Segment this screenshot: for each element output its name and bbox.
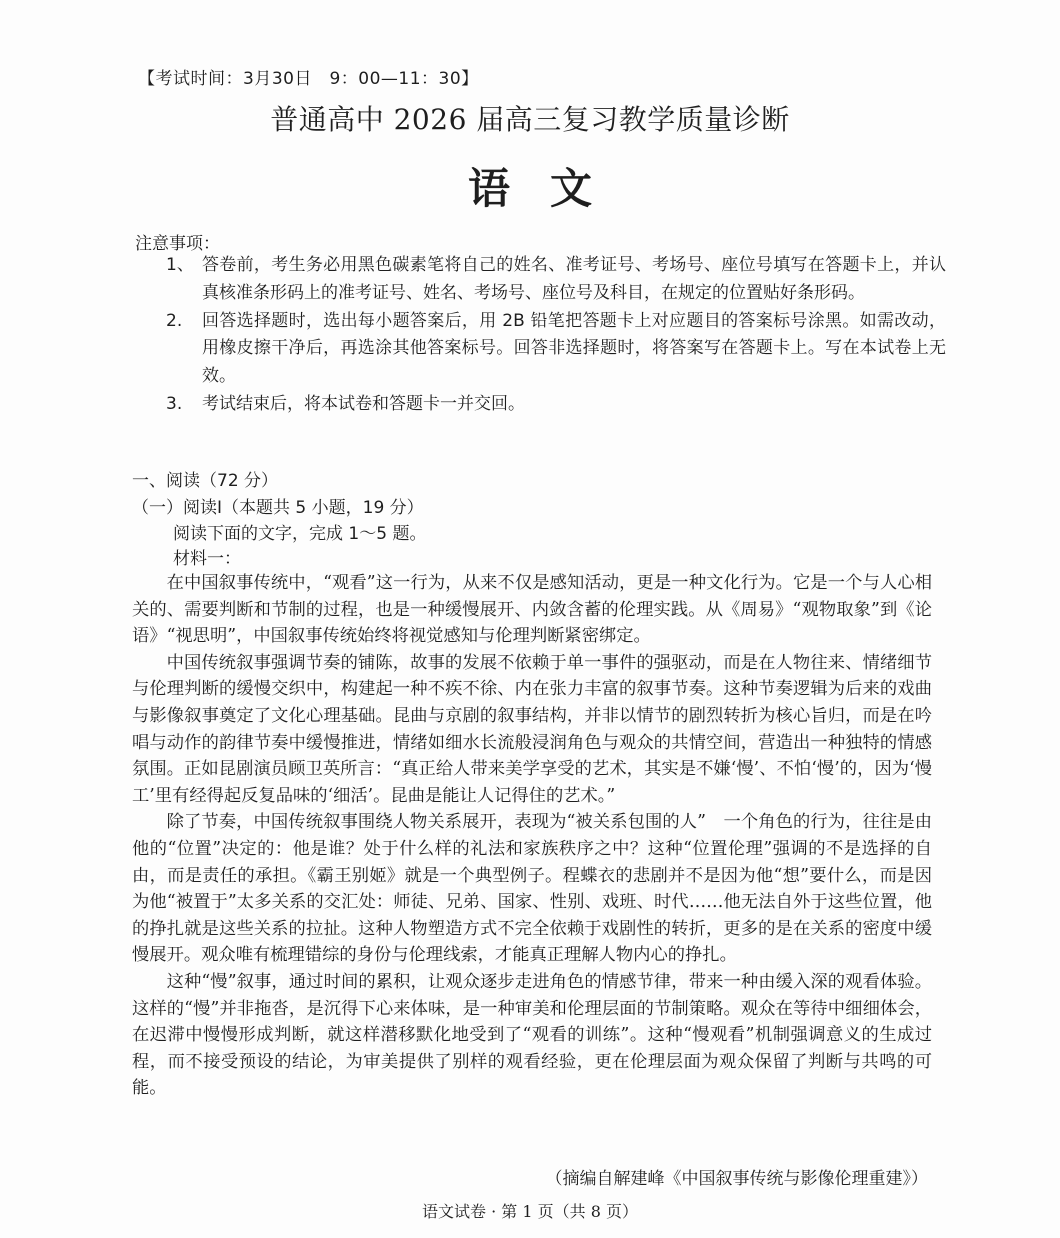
notice-list bbox=[166, 252, 946, 419]
material-label: 材料一： bbox=[173, 549, 241, 569]
sub-section-heading: （一）阅读Ⅰ（本题共 5 小题，19 分） bbox=[132, 498, 424, 518]
paragraph: 中国传统叙事强调节奏的铺陈，故事的发展不依赖于单一事件的强驱动，而是在人物往来、情绪细节与伦理判断的缓慢交织中，构建起一种不疾不徐、内在张力丰富的叙事节奏。这种节奏逻辑为后来的戏曲与影像叙事奠定了文化心理基础。昆曲与京剧的叙事结构，并非以情节的剧烈转折为核心旨归，而是在吟唱与动作的韵律节奏中缓慢推进，情绪如细水长流般浸润角色与观众的共情空间，营造出一种独特的情感氛围。正如昆剧演员顾卫英所言：“真正给人带来美学享受的艺术，其实是不嫌‘慢’、不怕‘慢’的，因为‘慢工’里有经得起反复品味的‘细活’。昆曲是能让人记得住的艺术。” bbox=[132, 652, 932, 806]
exam-title: 普通高中 2026 届高三复习教学质量诊断 bbox=[270, 103, 790, 136]
notice-number: 1、 bbox=[166, 255, 194, 275]
reading-instruction: 阅读下面的文字，完成 1～5 题。 bbox=[173, 524, 427, 544]
notice-heading: 注意事项： bbox=[135, 234, 220, 254]
source-citation: （摘编自解建峰《中国叙事传统与影像伦理重建》） bbox=[545, 1169, 928, 1189]
notice-number: 2. bbox=[166, 310, 183, 331]
exam-time: 【考试时间：3月30日 9：00—11：30】 bbox=[138, 69, 479, 89]
subject-title: 语文 bbox=[467, 164, 632, 213]
notice-text: 考试结束后，将本试卷和答题卡一并交回。 bbox=[202, 393, 525, 414]
page-footer: 语文试卷 · 第 1 页（共 8 页） bbox=[422, 1202, 638, 1221]
paragraph: 除了节奏，中国传统叙事围绕人物关系展开，表现为“被关系包围的人” 一个角色的行为，往往是由他的“位置”决定的：他是谁？处于什么样的礼法和家族秩序之中？这种“位置伦理”强调的不是选择的自由，而是责任的承担。《霸王别姬》就是一个典型例子。程蝶衣的悲剧并不是因为他“想”要什么，而是因为他“被置于”太多关系的交汇处：师徒、兄弟、国家、性别、戏班、时代……他无法自外于这些位置，他的挣扎就是这些关系的拉扯。这种人物塑造方式不完全依赖于戏剧性的转折，更多的是在关系的密度中缓慢展开。观众唯有梳理错综的身份与伦理线索，才能真正理解人物内心的挣扎。 bbox=[132, 812, 932, 966]
notice-item bbox=[166, 252, 946, 308]
paragraph: 这种“慢”叙事，通过时间的累积，让观众逐步走进角色的情感节律，带来一种由缓入深的观看体验。这样的“慢”并非拖沓，是沉得下心来体味，是一种审美和伦理层面的节制策略。观众在等待中细细体会，在迟滞中慢慢形成判断，就这样潜移默化地受到了“观看的训练”。这种“慢观看”机制强调意义的生成过程，而不接受预设的结论，为审美提供了别样的观看经验，更在伦理层面为观众保留了判断与共鸣的可能。 bbox=[132, 971, 932, 1099]
notice-item bbox=[166, 391, 946, 419]
section-heading: 一、阅读（72 分） bbox=[132, 471, 279, 491]
notice-text: 回答选择题时，选出每小题答案后，用 2B 铅笔把答题卡上对应题目的答案标号涂黑。如需改动，用橡皮擦干净后，再选涂其他答案标号。回答非选择题时，将答案写在答题卡上。写在本试卷上无效。 bbox=[202, 310, 946, 387]
paragraph: 在中国叙事传统中，“观看”这一行为，从来不仅是感知活动，更是一种文化行为。它是一个与人心相关的、需要判断和节制的过程，也是一种缓慢展开、内敛含蓄的伦理实践。从《周易》“观物取象”到《论语》“视思明”，中国叙事传统始终将视觉感知与伦理判断紧密绑定。 bbox=[132, 573, 932, 647]
notice-number: 3. bbox=[166, 393, 183, 414]
material-body bbox=[132, 570, 932, 1102]
notice-item bbox=[166, 308, 946, 391]
notice-text: 答卷前，考生务必用黑色碳素笔将自己的姓名、准考证号、考场号、座位号填写在答题卡上，并认真核准条形码上的准考证号、姓名、考场号、座位号及科目，在规定的位置贴好条形码。 bbox=[202, 255, 946, 303]
